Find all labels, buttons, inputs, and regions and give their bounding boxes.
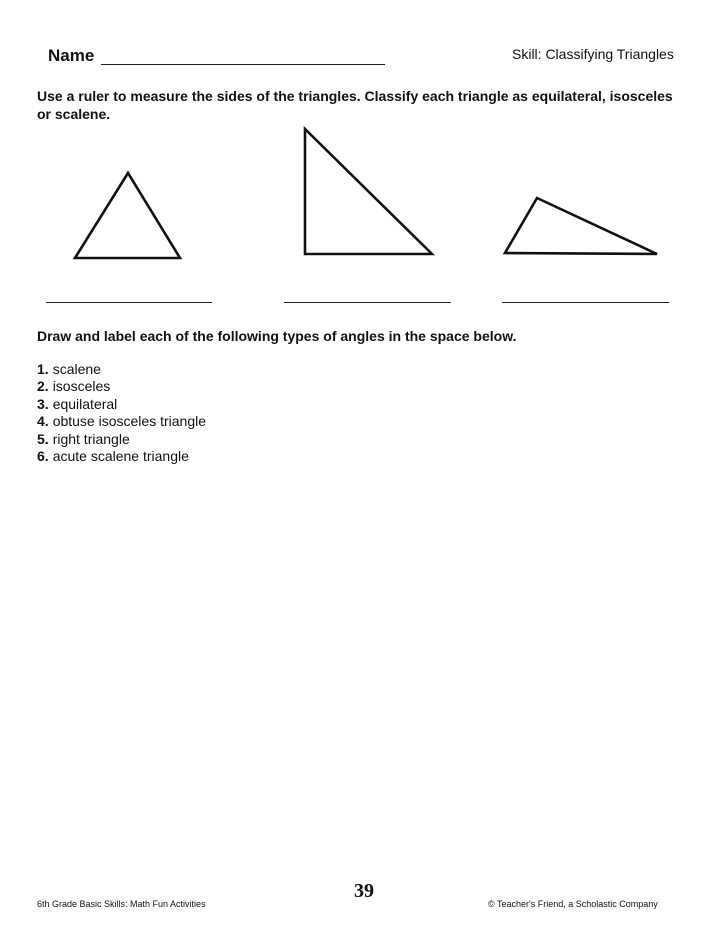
list-item: 6. acute scalene triangle bbox=[37, 448, 189, 465]
triangle-1-equilateral bbox=[75, 173, 180, 258]
list-item: 4. obtuse isosceles triangle bbox=[37, 413, 206, 430]
footer-book-title: 6th Grade Basic Skills: Math Fun Activities bbox=[37, 899, 206, 909]
answer-line-3[interactable] bbox=[502, 302, 669, 303]
triangle-types-list bbox=[37, 361, 206, 465]
skill-title: Skill: Classifying Triangles bbox=[512, 46, 674, 62]
page-number: 39 bbox=[354, 880, 374, 902]
footer-copyright: © Teacher's Friend, a Scholastic Company bbox=[488, 899, 658, 909]
name-label: Name bbox=[48, 46, 95, 65]
answer-line-2[interactable] bbox=[284, 302, 451, 303]
list-item: 2. isosceles bbox=[37, 378, 111, 395]
list-item: 5. right triangle bbox=[37, 430, 130, 447]
answer-line-1[interactable] bbox=[46, 302, 212, 303]
classify-instructions: Use a ruler to measure the sides of the triangles. Classify each triangle as equilateral, isosceles or scalene. bbox=[37, 88, 673, 122]
triangle-2-right bbox=[305, 129, 432, 254]
triangle-3-scalene bbox=[505, 198, 657, 254]
list-item: 1. scalene bbox=[37, 361, 101, 377]
list-item: 3. equilateral bbox=[37, 395, 118, 412]
draw-instructions: Draw and label each of the following types of angles in the space below. bbox=[37, 328, 517, 344]
